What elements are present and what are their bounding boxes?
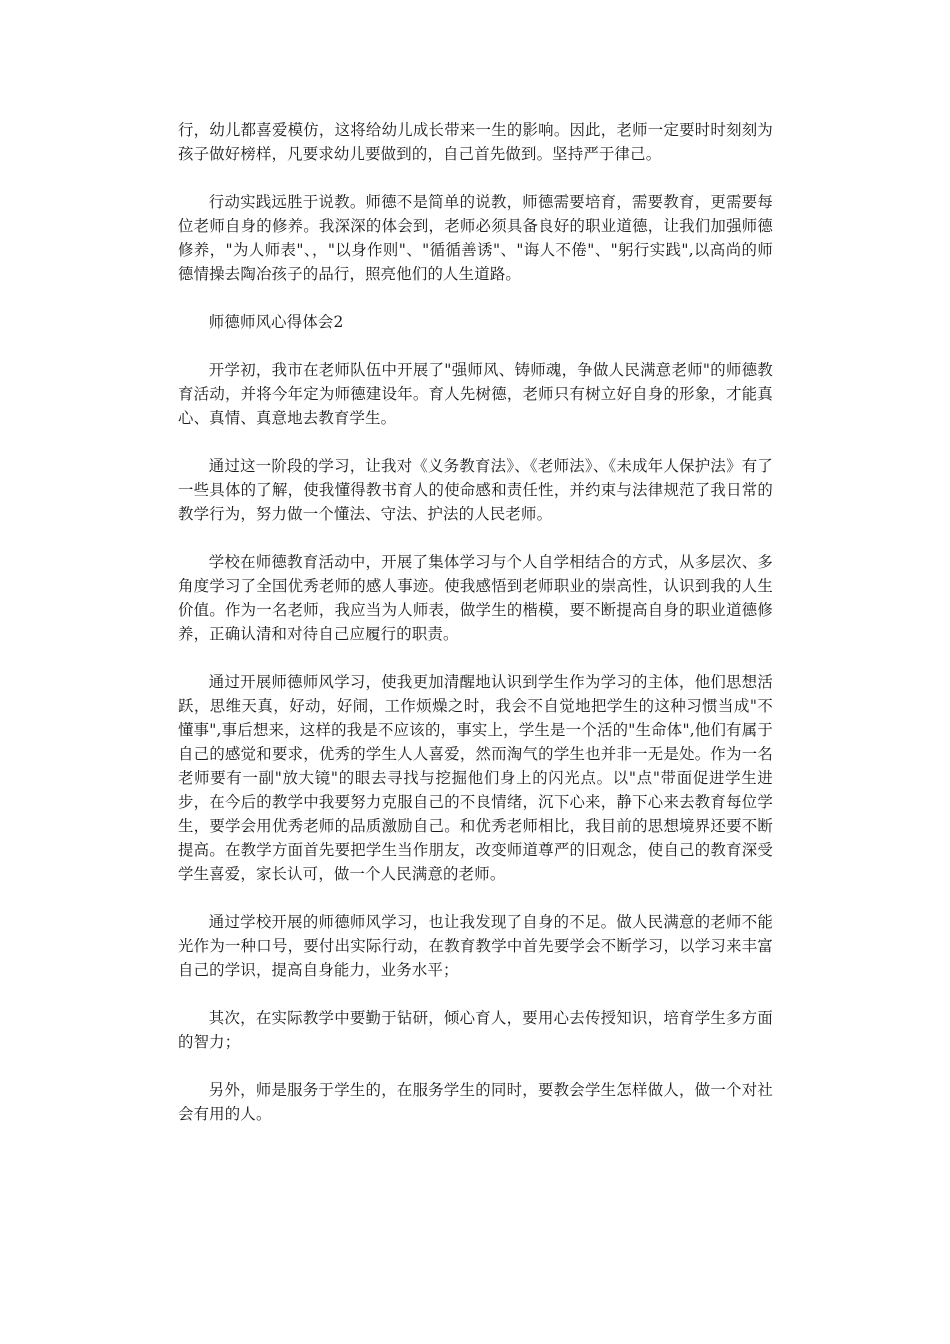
paragraph: 通过开展师德师风学习，使我更加清醒地认识到学生作为学习的主体，他们思想活跃，思维天真，好动，好闹，工作烦燥之时，我会不自觉地把学生的这种习惯当成"不懂事",事后想来，这样的我是不应该的，事实上，学生是一个活的"生命体",他们有属于自己的感觉和要求，优秀的学生人人喜爱，然而淘气的学生也并非一无是处。作为一名老师要有一副"放大镜"的眼去寻找与挖掘他们身上的闪光点。以"点"带面促进学生进步，在今后的教学中我要努力克服自己的不良情绪，沉下心来，静下心来去教育每位学生，要学会用优秀老师的品质激励自己。和优秀老师相比，我目前的思想境界还要不断提高。在教学方面首先要把学生当作朋友，改变师道尊严的旧观念，使自己的教育深受学生喜爱，家长认可，做一个人民满意的老师。 — [178, 673, 773, 883]
paragraph: 学校在师德教育活动中，开展了集体学习与个人自学相结合的方式，从多层次、多角度学习了全国优秀老师的感人事迹。使我感悟到老师职业的崇高性，认识到我的人生价值。作为一名老师，我应当为人师表，做学生的楷模，要不断提高自身的职业道德修养，正确认清和对待自己应履行的职责。 — [178, 553, 773, 643]
section-heading: 师德师风心得体会2 — [208, 313, 344, 331]
paragraph: 其次，在实际教学中要勤于钻研，倾心育人，要用心去传授知识，培育学生多方面的智力； — [178, 1009, 773, 1051]
paragraph-continuation: 行，幼儿都喜爱模仿，这将给幼儿成长带来一生的影响。因此，老师一定要时时刻刻为孩子做好榜样，凡要求幼儿要做到的，自己首先做到。坚持严于律己。 — [178, 121, 773, 163]
paragraph: 行动实践远胜于说教。师德不是简单的说教，师德需要培育，需要教育，更需要每位老师自身的修养。我深深的体会到，老师必须具备良好的职业道德，让我们加强师德修养，"为人师表"、，"以身作则"、"循循善诱"、"诲人不倦"、"躬行实践",以高尚的师德情操去陶冶孩子的品行，照亮他们的人生道路。 — [178, 193, 773, 283]
document-body — [178, 118, 773, 1150]
paragraph: 开学初，我市在老师队伍中开展了"强师风、铸师魂，争做人民满意老师"的师德教育活动，并将今年定为师德建设年。育人先树德，老师只有树立好自身的形象，才能真心、真情、真意地去教育学生。 — [178, 361, 773, 427]
paragraph: 通过学校开展的师德师风学习，也让我发现了自身的不足。做人民满意的老师不能光作为一种口号，要付出实际行动，在教育教学中首先要学会不断学习，以学习来丰富自己的学识，提高自身能力，业务水平； — [178, 913, 773, 979]
paragraph: 另外，师是服务于学生的，在服务学生的同时，要教会学生怎样做人，做一个对社会有用的人。 — [178, 1081, 773, 1123]
paragraph: 通过这一阶段的学习，让我对《义务教育法》、《老师法》、《未成年人保护法》有了一些具体的了解，使我懂得教书育人的使命感和责任性，并约束与法律规范了我日常的教学行为，努力做一个懂法、守法、护法的人民老师。 — [178, 457, 773, 523]
